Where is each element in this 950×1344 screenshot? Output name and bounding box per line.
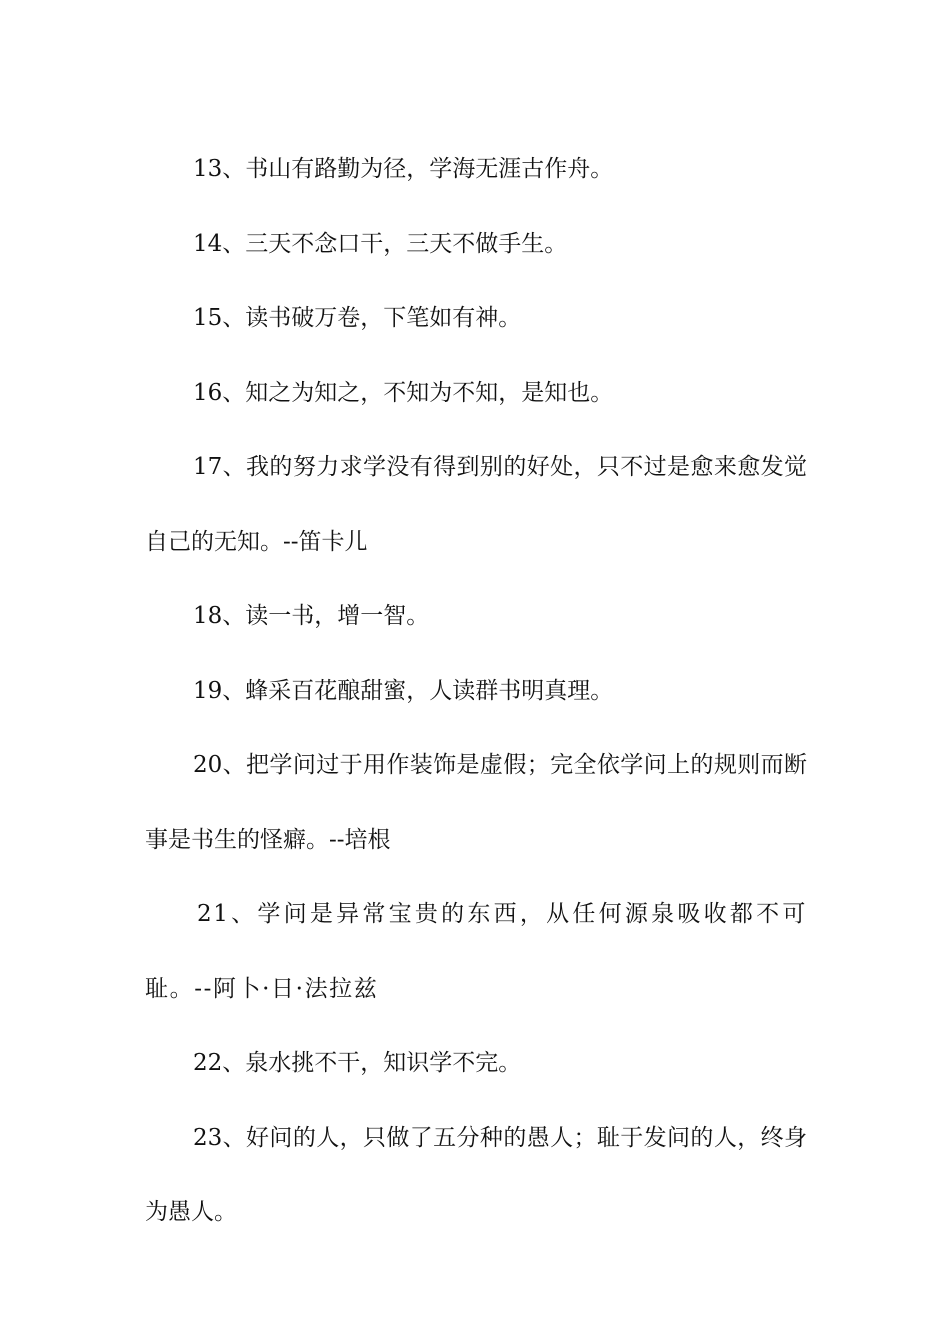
quote-paragraph-22: 22、泉水挑不干，知识学不完。: [193, 1050, 522, 1076]
quote-paragraph-17: 17、我的努力求学没有得到别的好处，只不过是愈来愈发觉自己的无知。--笛卡儿: [145, 454, 807, 555]
quote-paragraph-23: 23、好问的人，只做了五分种的愚人；耻于发问的人，终身为愚人。: [145, 1124, 807, 1225]
quote-paragraph-16: 16、知之为知之，不知为不知，是知也。: [193, 379, 614, 406]
document-body: [145, 132, 807, 1250]
quote-paragraph-19: 19、蜂采百花酿甜蜜，人读群书明真理。: [193, 677, 614, 704]
quote-paragraph-18: 18、读一书，增一智。: [193, 603, 430, 629]
quote-paragraph-20: 20、把学问过于用作装饰是虚假；完全依学问上的规则而断事是书生的怪癖。--培根: [145, 752, 807, 853]
quote-paragraph-15: 15、读书破万卷，下笔如有神。: [193, 305, 522, 331]
quote-paragraph-14: 14、三天不念口干，三天不做手生。: [193, 230, 568, 257]
quote-paragraph-21: 21、学问是异常宝贵的东西，从任何源泉吸收都不可耻。--阿卜·日·法拉兹: [145, 901, 807, 1002]
quote-paragraph-13: 13、书山有路勤为径，学海无涯古作舟。: [193, 156, 614, 182]
